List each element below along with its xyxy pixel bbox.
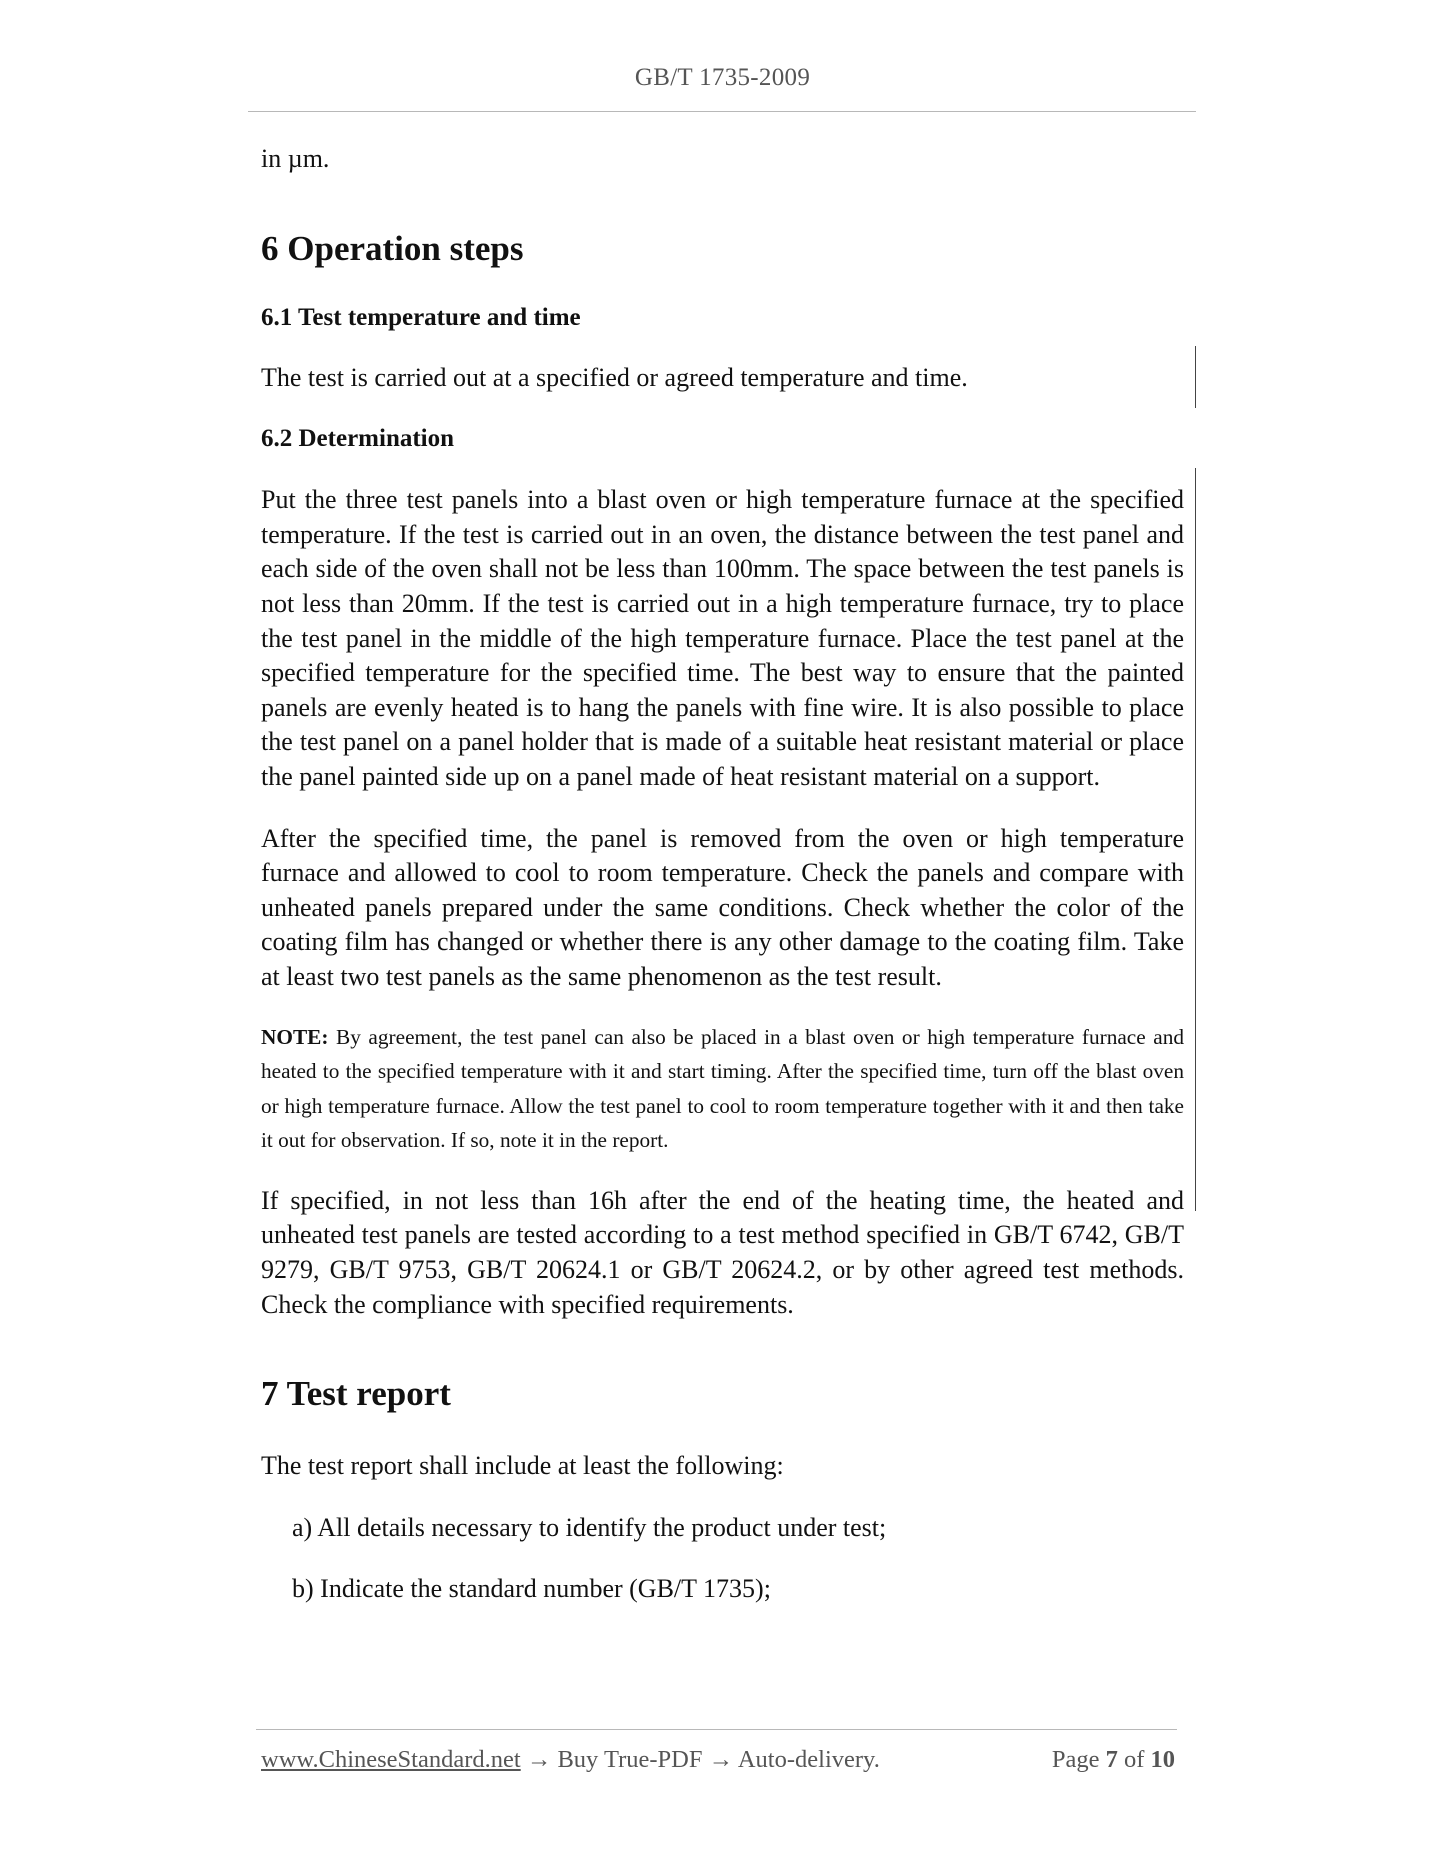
list-item: a) All details necessary to identify the product under test; (292, 1512, 887, 1542)
footer-divider (256, 1729, 1177, 1730)
intro-fragment: in µm. (261, 144, 330, 173)
footer-promo-text: → Buy True-PDF → Auto-delivery. (520, 1746, 880, 1773)
total-page-count: 10 (1150, 1746, 1175, 1773)
section-6-heading: 6 Operation steps (261, 228, 524, 268)
website-link[interactable]: www.ChineseStandard.net (261, 1746, 521, 1773)
note-label: NOTE: (261, 1024, 329, 1049)
footer-promo (261, 1746, 880, 1774)
note-text: By agreement, the test panel can also be placed in a blast oven or high temperature furnace and heated to the specified temperature with it and start timing. After the specified time, turn off the blast oven or high temperature furnace. Allow the test panel to cool to room temperature together with it and then take it out for observation. If so, note it in the report. (261, 1024, 1185, 1153)
section-6-2-paragraph-3: If specified, in not less than 16h after the end of the heating time, the heated and unheated test panels are tested according to a test method specified in GB/T 6742, GB/T 9279, GB/T 9753, GB/T 20624.1 or GB/T 20624.2, or by other agreed test methods. Check the compliance with specified requirements. (261, 1185, 1184, 1319)
section-6-1-text: The test is carried out at a specified or agreed temperature and time. (261, 362, 968, 392)
section-7-intro: The test report shall include at least the following: (261, 1451, 784, 1481)
current-page-number: 7 (1105, 1746, 1118, 1773)
section-6-2-paragraph-2: After the specified time, the panel is removed from the oven or high temperature furnace and allowed to cool to room temperature. Check the panels and compare with unheated panels prepared under the same conditions. Check whether the color of the coating film has changed or whether there is any other damage to the coating film. Take at least two test panels as the same phenomenon as the test result. (261, 823, 1184, 991)
section-7-heading: 7 Test report (261, 1374, 451, 1414)
section-6-2-note (261, 1020, 1184, 1158)
header-divider (248, 111, 1196, 112)
section-6-1-heading: 6.1 Test temperature and time (261, 303, 581, 331)
running-header: GB/T 1735-2009 (634, 64, 811, 91)
section-6-2-paragraph-1: Put the three test panels into a blast oven or high temperature furnace at the specified temperature. If the test is carried out in an oven, the distance between the test panel and each side of the oven shall not be less than 100mm. The space between the test panels is not less than 20mm. If the test is carried out in a high temperature furnace, try to place the test panel in the middle of the high temperature furnace. Place the test panel at the specified temperature for the specified time. The best way to ensure that the painted panels are evenly heated is to hang the panels with fine wire. It is also possible to place the test panel on a panel holder that is made of a suitable heat resistant material or place the panel painted side up on a panel made of heat resistant material on a support. (261, 485, 1184, 791)
page-word: Page (1051, 1746, 1100, 1773)
change-bar-6-1 (1195, 346, 1196, 408)
page-number (1052, 1746, 1175, 1774)
document-body (261, 138, 1184, 1607)
of-word: of (1123, 1746, 1145, 1773)
list-item: b) Indicate the standard number (GB/T 1735); (292, 1574, 771, 1604)
section-6-2-heading: 6.2 Determination (261, 425, 455, 453)
change-bar-6-2 (1195, 468, 1196, 1211)
